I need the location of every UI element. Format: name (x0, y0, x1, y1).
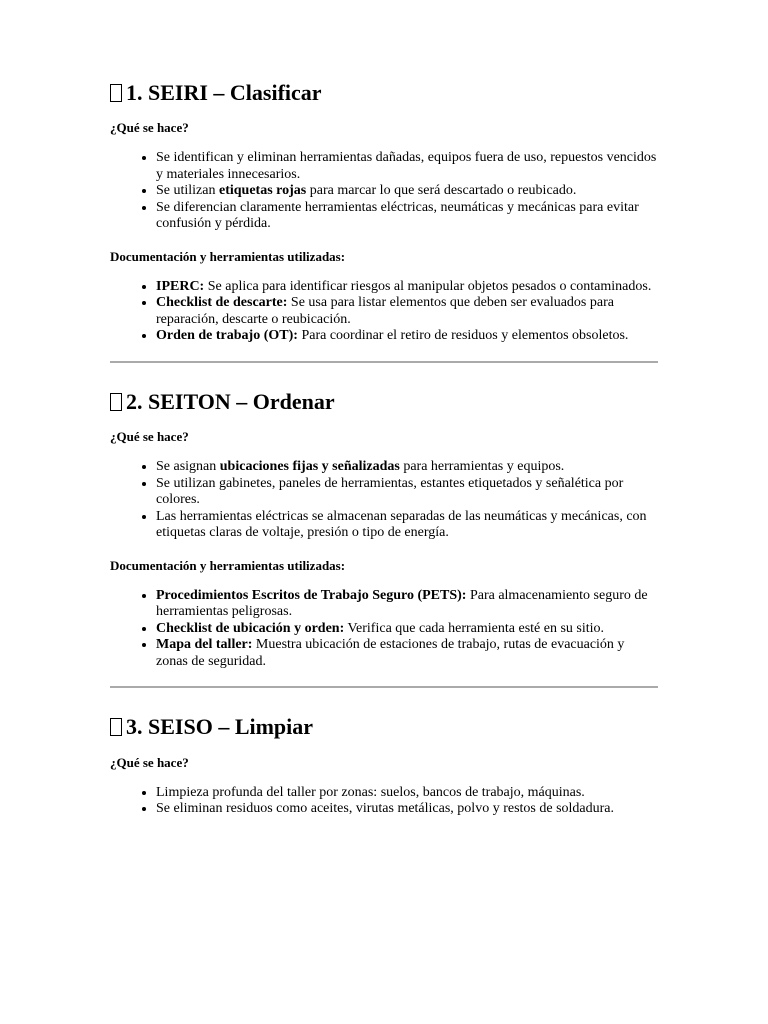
section-seiton (110, 389, 658, 670)
list-item: • Se utilizan gabinetes, paneles de herramientas, estantes etiquetados y señalética por colores. (156, 476, 658, 509)
section-heading (110, 389, 658, 415)
que-se-hace-list (110, 459, 658, 542)
document-page (110, 80, 658, 834)
que-se-hace-label: ¿Qué se hace? (110, 429, 189, 445)
que-se-hace-label: ¿Qué se hace? (110, 120, 189, 136)
horizontal-rule (110, 686, 658, 688)
section-title: 2. SEITON – Ordenar (126, 388, 335, 414)
list-item: • Las herramientas eléctricas se almacenan separadas de las neumáticas y mecánicas, con etiquetas claras de voltaje, presión o tipo de energía. (156, 509, 658, 542)
list-item: • Limpieza profunda del taller por zonas: suelos, bancos de trabajo, máquinas. (156, 785, 658, 802)
list-item: • Se diferencian claramente herramientas eléctricas, neumáticas y mecánicas para evitar confusión y pérdida. (156, 200, 658, 233)
documentation-list (110, 279, 658, 345)
list-item: • Mapa del taller: Muestra ubicación de estaciones de trabajo, rutas de evacuación y zonas de seguridad. (156, 637, 658, 670)
documentation-list (110, 588, 658, 671)
missing-glyph-icon (110, 393, 122, 411)
list-item: • IPERC: Se aplica para identificar riesgos al manipular objetos pesados o contaminados. (156, 279, 658, 296)
list-item: • Checklist de descarte: Se usa para listar elementos que deben ser evaluados para reparación, descarte o reubicación. (156, 295, 658, 328)
que-se-hace-list (110, 150, 658, 233)
list-item: • Orden de trabajo (OT): Para coordinar el retiro de residuos y elementos obsoletos. (156, 328, 658, 345)
list-item: • Se utilizan etiquetas rojas para marcar lo que será descartado o reubicado. (156, 183, 658, 200)
documentation-label: Documentación y herramientas utilizadas: (110, 557, 346, 573)
documentation-label: Documentación y herramientas utilizadas: (110, 248, 346, 264)
section-title: 1. SEIRI – Clasificar (126, 80, 322, 105)
section-seiso (110, 714, 658, 817)
que-se-hace-list (110, 785, 658, 818)
horizontal-rule (110, 361, 658, 363)
list-item: • Procedimientos Escritos de Trabajo Seguro (PETS): Para almacenamiento seguro de herramientas peligrosas. (156, 588, 658, 621)
missing-glyph-icon (110, 84, 122, 102)
missing-glyph-icon (110, 718, 122, 736)
section-seiri (110, 80, 658, 345)
section-heading (110, 714, 658, 740)
list-item: • Se identifican y eliminan herramientas dañadas, equipos fuera de uso, repuestos vencidos y materiales innecesarios. (156, 150, 658, 183)
section-title: 3. SEISO – Limpiar (126, 714, 314, 740)
list-item: • Se eliminan residuos como aceites, virutas metálicas, polvo y restos de soldadura. (156, 801, 658, 818)
list-item: • Checklist de ubicación y orden: Verifica que cada herramienta esté en su sitio. (156, 621, 658, 638)
section-heading (110, 80, 658, 106)
list-item: • Se asignan ubicaciones fijas y señalizadas para herramientas y equipos. (156, 459, 658, 476)
que-se-hace-label: ¿Qué se hace? (110, 754, 189, 770)
